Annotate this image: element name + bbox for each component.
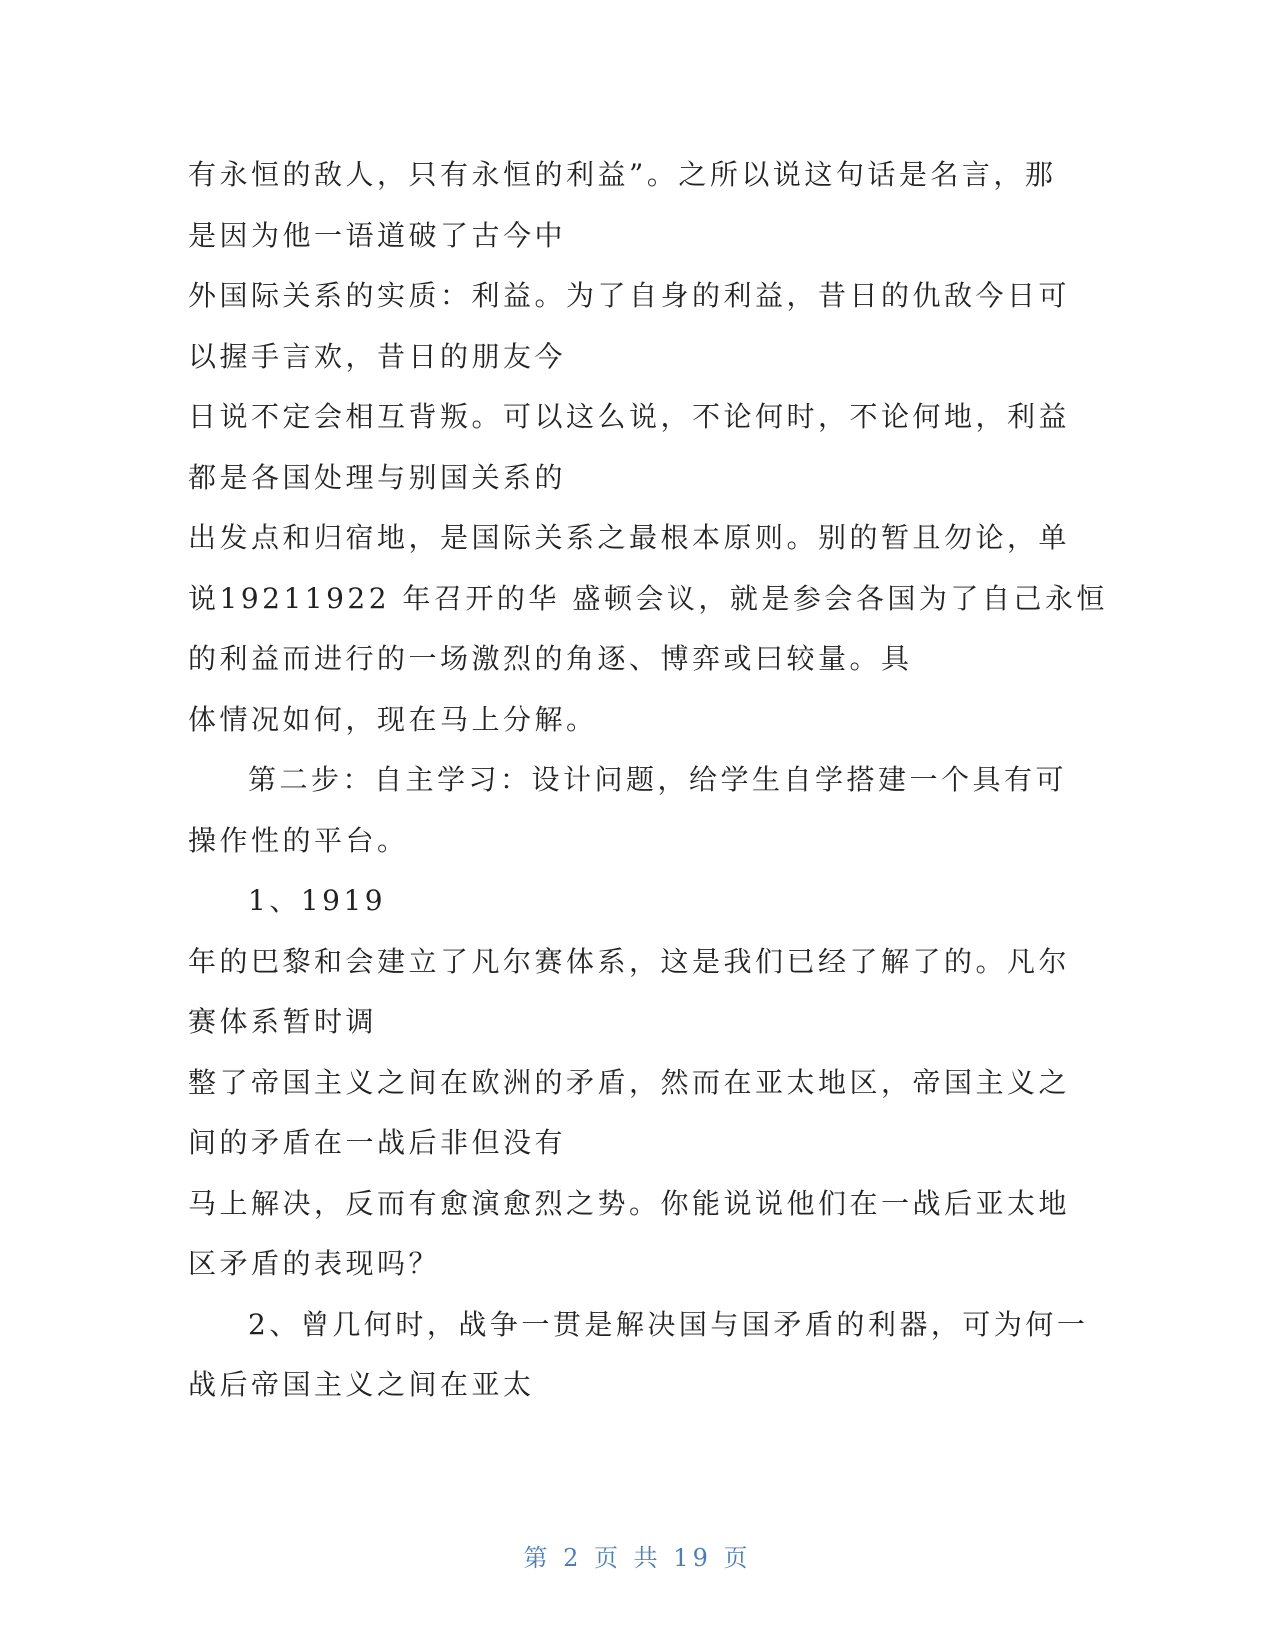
text-line: 2、曾几何时，战争一贯是解决国与国矛盾的利器，可为何一 bbox=[248, 1307, 1089, 1341]
text-line: 体情况如何，现在马上分解。 bbox=[188, 702, 598, 736]
text-line: 马上解决，反而有愈演愈烈之势。你能说说他们在一战后亚太地 bbox=[188, 1186, 1071, 1220]
text-line: 年的巴黎和会建立了凡尔赛体系，这是我们已经了解了的。凡尔 bbox=[188, 944, 1071, 978]
text-line: 日说不定会相互背叛。可以这么说，不论何时，不论何地，利益 bbox=[188, 400, 1071, 433]
text-line: 区矛盾的表现吗？ bbox=[188, 1247, 441, 1280]
text-line: 都是各国处理与别国关系的 bbox=[188, 460, 567, 494]
text-line: 操作性的平台。 bbox=[188, 823, 409, 857]
text-line: 出发点和归宿地，是国际关系之最根本原则。别的暂且勿论，单 bbox=[188, 521, 1071, 554]
text-line: 战后帝国主义之间在亚太 bbox=[188, 1368, 535, 1401]
document-body bbox=[188, 145, 1108, 1416]
text-line: 间的矛盾在一战后非但没有 bbox=[188, 1126, 567, 1159]
text-line: 是因为他一语道破了古今中 bbox=[188, 218, 567, 252]
text-line: 整了帝国主义之间在欧洲的矛盾，然而在亚太地区，帝国主义之 bbox=[188, 1065, 1071, 1099]
text-line: 1、1919 bbox=[248, 884, 387, 917]
text-line: 赛体系暂时调 bbox=[188, 1005, 378, 1038]
text-line: 的利益而进行的一场激烈的角逐、博弈或曰较量。具 bbox=[188, 642, 913, 675]
text-line: 以握手言欢，昔日的朋友今 bbox=[188, 339, 567, 373]
text-line: 有永恒的敌人，只有永恒的利益”。之所以说这句话是名言，那 bbox=[188, 158, 1057, 191]
page-footer: 第 2 页 共 19 页 bbox=[523, 1544, 752, 1572]
text-line: 外国际关系的实质：利益。为了自身的利益，昔日的仇敌今日可 bbox=[188, 279, 1071, 312]
text-line: 说19211922 年召开的华 盛顿会议，就是参会各国为了自己永恒 bbox=[188, 581, 1108, 615]
text-line: 第二步：自主学习：设计问题，给学生自学搭建一个具有可 bbox=[248, 763, 1068, 796]
